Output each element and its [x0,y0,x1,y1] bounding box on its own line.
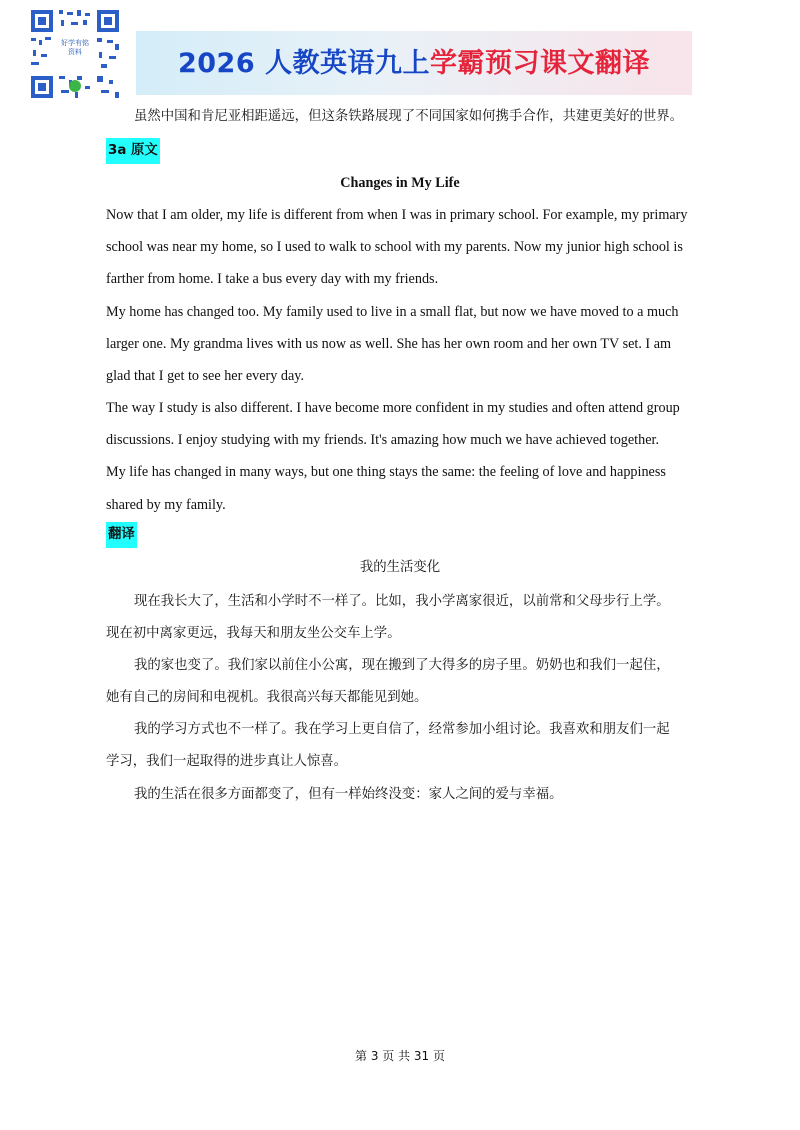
header-banner [136,31,692,95]
translation-line: 现在初中离家更远，我每天和朋友坐公交车上学。 [106,626,401,641]
original-line: shared by my family. [106,497,226,513]
translation-line: 她有自己的房间和电视机。我很高兴每天都能见到她。 [106,690,428,705]
qr-code [25,4,125,104]
banner-title-part-2: 学霸预习课文翻译 [430,48,651,79]
translation-line: 学习，我们一起取得的进步真让人惊喜。 [106,754,348,769]
banner-title-part-1: 2026 人教英语九上 [177,48,431,79]
original-line: larger one. My grandma lives with us now as well. She has her own room and her own TV set. I am [106,336,672,352]
section-tag-original: 3a 原文 [106,138,160,164]
original-line: discussions. I enjoy studying with my friends. It's amazing how much we have achieved together. [106,432,659,448]
translation-title: 我的生活变化 [359,560,441,575]
original-line: farther from home. I take a bus every day with my friends. [106,271,439,287]
original-line: My life has changed in many ways, but one thing stays the same: the feeling of love and happiness [106,464,666,480]
translation-line: 我的家也变了。我们家以前住小公寓，现在搬到了大得多的房子里。奶奶也和我们一起住， [134,658,670,673]
translation-line: 我的学习方式也不一样了。我在学习上更自信了，经常参加小组讨论。我喜欢和朋友们一起 [134,722,670,737]
section-tag-translation: 翻译 [106,522,137,548]
translation-line: 现在我长大了，生活和小学时不一样了。比如，我小学离家很近，以前常和父母步行上学。 [134,594,670,609]
original-line: glad that I get to see her every day. [106,368,305,384]
original-line: The way I study is also different. I have become more confident in my studies and often attend group [106,400,680,416]
page-number: 第 3 页 共 31 页 [355,1049,445,1063]
original-line: school was near my home, so I used to walk to school with my parents. Now my junior high school is [106,239,683,255]
intro-line: 虽然中国和肯尼亚相距遥远，但这条铁路展现了不同国家如何携手合作，共建更美好的世界。 [134,109,684,124]
qr-logo-label: 好学有铭 资料 [61,36,89,65]
original-line: Now that I am older, my life is different from when I was in primary school. For example, my primary [106,207,688,223]
banner-title [136,41,692,80]
translation-line: 我的生活在很多方面都变了，但有一样始终没变：家人之间的爱与幸福。 [134,787,563,802]
original-line: My home has changed too. My family used to live in a small flat, but now we have moved to a much [106,304,679,320]
original-title: Changes in My Life [340,175,460,191]
